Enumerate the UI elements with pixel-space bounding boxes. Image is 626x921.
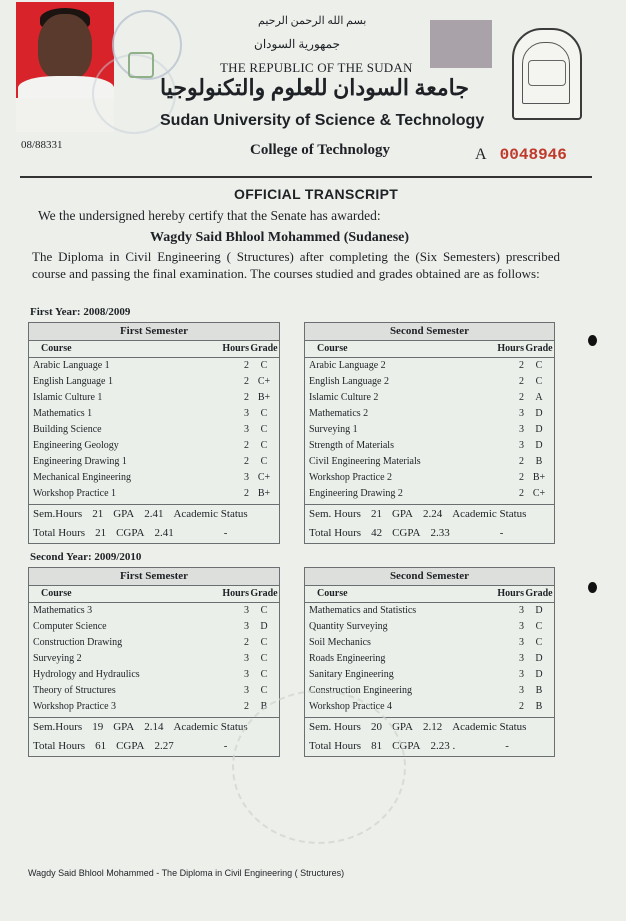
course-hours: 2 [244, 376, 249, 387]
gpa-label: GPA [113, 508, 135, 520]
security-hologram [430, 20, 492, 68]
semester-title: Second Semester [305, 323, 554, 341]
course-grade: C+ [257, 376, 271, 387]
course-name: Engineering Drawing 2 [309, 488, 403, 499]
document-title: OFFICIAL TRANSCRIPT [234, 186, 399, 202]
col-grade: Grade [525, 588, 553, 599]
course-grade: C [260, 637, 268, 648]
sem-hours-value: 21 [370, 508, 382, 520]
course-hours: 2 [244, 392, 249, 403]
course-name: Soil Mechanics [309, 637, 371, 648]
table-row [29, 454, 279, 470]
course-name: Building Science [33, 424, 102, 435]
course-name: Surveying 2 [33, 653, 82, 664]
sem-hours-value: 20 [370, 721, 382, 733]
col-course: Course [41, 343, 72, 354]
gpa-value: 2.41 [144, 508, 164, 520]
table-row [29, 406, 279, 422]
total-hours-label: Total Hours [309, 740, 362, 752]
course-hours: 2 [519, 360, 524, 371]
sem-hours-value: 19 [92, 721, 104, 733]
status-value: - [499, 527, 504, 539]
course-grade: C [260, 360, 268, 371]
serial-prefix: A [475, 146, 486, 163]
course-hours: 3 [519, 408, 524, 419]
course-name: Construction Engineering [309, 685, 413, 696]
course-name: Islamic Culture 1 [33, 392, 103, 403]
student-name: Wagdy Said Bhlool Mohammed (Sudanese) [150, 230, 410, 245]
course-hours: 3 [244, 408, 249, 419]
course-hours: 3 [244, 621, 249, 632]
course-hours: 2 [244, 637, 249, 648]
table-row [305, 470, 554, 486]
cgpa-label: CGPA [116, 527, 145, 539]
table-header [305, 341, 554, 358]
footer-text: Wagdy Said Bhlool Mohammed - The Diploma in Civil Engineering ( Structures) [28, 868, 345, 878]
table-row [29, 374, 279, 390]
republic-arabic: جمهورية السودان [254, 37, 341, 51]
table-row [305, 454, 554, 470]
punch-hole-icon [588, 335, 597, 346]
course-grade: B+ [532, 472, 546, 483]
cgpa-label: CGPA [116, 740, 145, 752]
course-name: Computer Science [33, 621, 107, 632]
course-hours: 3 [519, 605, 524, 616]
status-value: - [505, 740, 509, 752]
course-name: Islamic Culture 2 [309, 392, 379, 403]
sem-hours-label: Sem. Hours [309, 721, 361, 733]
course-grade: C+ [257, 472, 271, 483]
course-name: Mathematics 2 [309, 408, 369, 419]
semester-title: Second Semester [305, 568, 554, 586]
course-grade: C [260, 424, 268, 435]
table-row [29, 422, 279, 438]
col-hours: Hours [222, 588, 249, 599]
course-hours: 2 [244, 456, 249, 467]
table-row [29, 619, 279, 635]
certify-statement: We the undersigned hereby certify that the Senate has awarded: [38, 208, 381, 223]
table-row [305, 358, 554, 374]
course-name: Workshop Practice 4 [309, 701, 393, 712]
course-name: Mathematics 3 [33, 605, 93, 616]
course-name: Arabic Language 1 [33, 360, 110, 371]
course-grade: C [535, 360, 543, 371]
status-value: - [223, 740, 228, 752]
course-hours: 3 [244, 472, 249, 483]
course-hours: 2 [519, 488, 524, 499]
course-hours: 3 [519, 685, 524, 696]
header-divider [20, 176, 592, 178]
course-name: Civil Engineering Materials [309, 456, 421, 467]
sem-hours-value: 21 [92, 508, 104, 520]
course-grade: C [260, 669, 268, 680]
gpa-value: 2.12 [422, 721, 443, 733]
course-grade: B [535, 701, 543, 712]
diploma-description: The Diploma in Civil Engineering ( Structures) after completing the (Six Semesters) prescribed course and passing the final examination. The courses studied and grades obtained are as follows: [32, 249, 560, 281]
course-grade: C [535, 376, 543, 387]
gpa-label: GPA [391, 508, 413, 520]
course-name: Workshop Practice 2 [309, 472, 393, 483]
course-hours: 2 [519, 456, 524, 467]
table-row [305, 635, 554, 651]
table-row [305, 374, 554, 390]
course-hours: 3 [244, 605, 249, 616]
table-row [305, 486, 554, 502]
table-row [305, 406, 554, 422]
table-row [305, 422, 554, 438]
col-hours: Hours [222, 343, 249, 354]
university-logo [512, 28, 582, 120]
table-row [305, 651, 554, 667]
table-row [29, 667, 279, 683]
cgpa-label: CGPA [392, 527, 421, 539]
course-grade: D [535, 669, 543, 680]
course-hours: 2 [519, 472, 524, 483]
course-name: Sanitary Engineering [309, 669, 394, 680]
course-hours: 3 [244, 669, 249, 680]
semester-table [304, 322, 555, 544]
sem-hours-label: Sem.Hours [33, 508, 83, 520]
total-hours-label: Total Hours [309, 527, 362, 539]
course-grade: D [535, 605, 543, 616]
republic-english: THE REPUBLIC OF THE SUDAN [220, 60, 413, 75]
total-hours-value: 61 [95, 740, 107, 752]
col-course: Course [317, 343, 348, 354]
year-label: Second Year: 2009/2010 [30, 551, 142, 563]
table-header [305, 586, 554, 603]
status-label: Academic Status [452, 508, 527, 520]
semester-title: First Semester [29, 568, 279, 586]
college-name: College of Technology [250, 142, 391, 158]
course-name: Strength of Materials [309, 440, 394, 451]
total-hours-value: 81 [371, 740, 383, 752]
table-row [29, 635, 279, 651]
course-name: Workshop Practice 3 [33, 701, 117, 712]
table-header [29, 341, 279, 358]
course-hours: 2 [519, 392, 524, 403]
course-name: Hydrology and Hydraulics [33, 669, 140, 680]
course-hours: 3 [519, 637, 524, 648]
watermark-seal [232, 690, 406, 844]
table-row [305, 438, 554, 454]
status-label: Academic Status [173, 508, 248, 520]
status-label: Academic Status [173, 721, 248, 733]
gpa-label: GPA [113, 721, 135, 733]
course-grade: C [260, 605, 268, 616]
course-hours: 3 [519, 653, 524, 664]
table-row [305, 619, 554, 635]
course-grade: B [535, 456, 543, 467]
course-grade: B+ [257, 392, 271, 403]
course-hours: 2 [244, 440, 249, 451]
table-row [29, 699, 279, 715]
status-value: - [223, 527, 228, 539]
course-grade: C [260, 440, 268, 451]
course-name: English Language 1 [33, 376, 113, 387]
gpa-value: 2.14 [144, 721, 164, 733]
cgpa-value: 2.27 [154, 740, 174, 752]
table-header [29, 586, 279, 603]
course-hours: 3 [244, 653, 249, 664]
col-hours: Hours [497, 588, 524, 599]
table-row [29, 358, 279, 374]
cgpa-value: 2.23 . [430, 740, 456, 752]
cgpa-value: 2.33 [430, 527, 450, 539]
course-name: Engineering Geology [33, 440, 119, 451]
course-name: Engineering Drawing 1 [33, 456, 127, 467]
total-hours-value: 42 [371, 527, 383, 539]
col-course: Course [41, 588, 72, 599]
course-hours: 3 [244, 424, 249, 435]
course-grade: C [260, 456, 268, 467]
course-hours: 3 [519, 621, 524, 632]
course-grade: D [260, 621, 268, 632]
course-name: English Language 2 [309, 376, 389, 387]
cumulative-summary [305, 524, 554, 543]
stamp-crest-icon [128, 52, 154, 78]
col-course: Course [317, 588, 348, 599]
course-grade: D [535, 424, 543, 435]
course-grade: C [260, 408, 268, 419]
course-hours: 2 [244, 701, 249, 712]
gpa-label: GPA [391, 721, 413, 733]
total-hours-label: Total Hours [33, 527, 86, 539]
table-row [29, 683, 279, 699]
table-row [305, 667, 554, 683]
cumulative-summary [29, 524, 279, 543]
course-hours: 2 [244, 360, 249, 371]
table-row [305, 603, 554, 619]
total-hours-value: 21 [95, 527, 107, 539]
basmala: بسم الله الرحمن الرحيم [258, 15, 367, 27]
col-grade: Grade [250, 588, 278, 599]
table-row [305, 390, 554, 406]
table-row [29, 603, 279, 619]
punch-hole-icon [588, 582, 597, 593]
sem-hours-label: Sem. Hours [309, 508, 361, 520]
total-hours-label: Total Hours [33, 740, 86, 752]
course-hours: 2 [244, 488, 249, 499]
course-grade: D [535, 440, 543, 451]
course-grade: D [535, 653, 543, 664]
university-name-english: Sudan University of Science & Technology [160, 112, 485, 129]
course-name: Construction Drawing [33, 637, 123, 648]
reference-number: 08/88331 [21, 139, 63, 151]
table-row [29, 470, 279, 486]
serial-value: 0048946 [499, 146, 567, 164]
course-name: Mathematics 1 [33, 408, 93, 419]
course-hours: 3 [519, 440, 524, 451]
course-grade: B [535, 685, 543, 696]
course-hours: 3 [519, 669, 524, 680]
table-row [29, 486, 279, 502]
status-label: Academic Status [452, 721, 527, 733]
col-grade: Grade [525, 343, 553, 354]
course-name: Theory of Structures [33, 685, 116, 696]
course-hours: 3 [244, 685, 249, 696]
course-name: Mechanical Engineering [33, 472, 132, 483]
cgpa-value: 2.41 [154, 527, 174, 539]
gpa-value: 2.24 [422, 508, 443, 520]
sem-hours-label: Sem.Hours [33, 721, 83, 733]
course-grade: B [260, 701, 268, 712]
course-grade: C+ [532, 488, 546, 499]
course-hours: 2 [519, 701, 524, 712]
course-name: Surveying 1 [309, 424, 358, 435]
course-name: Workshop Practice 1 [33, 488, 117, 499]
course-grade: D [535, 408, 543, 419]
course-grade: B+ [257, 488, 271, 499]
course-grade: C [535, 621, 543, 632]
course-hours: 2 [519, 376, 524, 387]
year-label: First Year: 2008/2009 [30, 306, 131, 318]
course-name: Mathematics and Statistics [309, 605, 417, 616]
semester-summary [29, 505, 279, 524]
course-grade: C [260, 653, 268, 664]
semester-table [28, 322, 280, 544]
course-grade: C [535, 637, 543, 648]
col-grade: Grade [250, 343, 278, 354]
course-hours: 3 [519, 424, 524, 435]
col-hours: Hours [497, 343, 524, 354]
course-name: Arabic Language 2 [309, 360, 386, 371]
course-name: Roads Engineering [309, 653, 386, 664]
university-name-arabic: جامعة السودان للعلوم والتكنولوجيا [160, 75, 469, 100]
table-row [29, 438, 279, 454]
course-grade: C [260, 685, 268, 696]
table-row [29, 651, 279, 667]
course-grade: A [535, 392, 543, 403]
semester-summary [305, 505, 554, 524]
table-row [29, 390, 279, 406]
course-name: Quantity Surveying [309, 621, 388, 632]
semester-title: First Semester [29, 323, 279, 341]
serial-number [475, 146, 567, 164]
cgpa-label: CGPA [392, 740, 421, 752]
